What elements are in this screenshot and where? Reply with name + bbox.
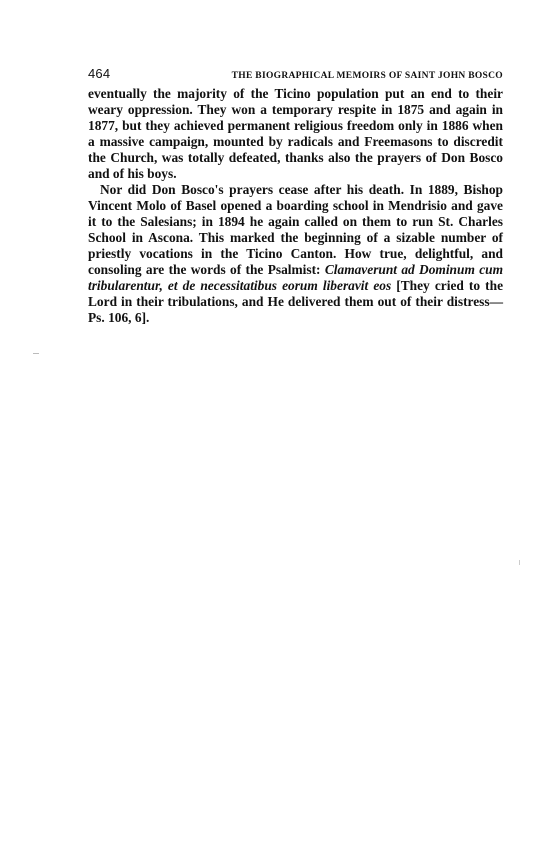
running-head [88, 66, 503, 84]
paragraph-2-text: Nor did Don Bosco's prayers cease after his death. In 1889, Bishop Vincent Molo of Basel opened a boarding school in Mendrisio and gave it to the Salesians; in 1894 he again called on them to run St. Charles School in Ascona. This marked the beginning of a sizable number of priestly vocations in the Ticino Canton. How true, delightful, and consoling are the words of the Psalmist: [88, 182, 503, 277]
scan-mark-edge [519, 560, 520, 565]
paragraph-1: eventually the majority of the Ticino population put an end to their weary oppression. They won a temporary respite in 1875 and again in 1877, but they achieved permanent religious freedom only in 1886 when a massive campaign, mounted by radicals and Freemasons to discredit the Church, was totally defeated, thanks also the prayers of Don Bosco and of his boys. [88, 86, 503, 181]
book-title: THE BIOGRAPHICAL MEMOIRS OF SAINT JOHN BOSCO [231, 71, 503, 81]
scan-mark [33, 353, 39, 354]
latin-quotation: Clamaverunt ad Dominum cum tribularentur, et de necessitatibus eorum liberavit eos [88, 262, 504, 293]
paragraph-2 [88, 182, 503, 326]
translation: [They cried to the Lord in their tribulations, and He delivered them out of their distress—Ps. 106, 6]. [88, 278, 504, 325]
page-number: 464 [88, 66, 111, 81]
book-page [88, 66, 503, 326]
